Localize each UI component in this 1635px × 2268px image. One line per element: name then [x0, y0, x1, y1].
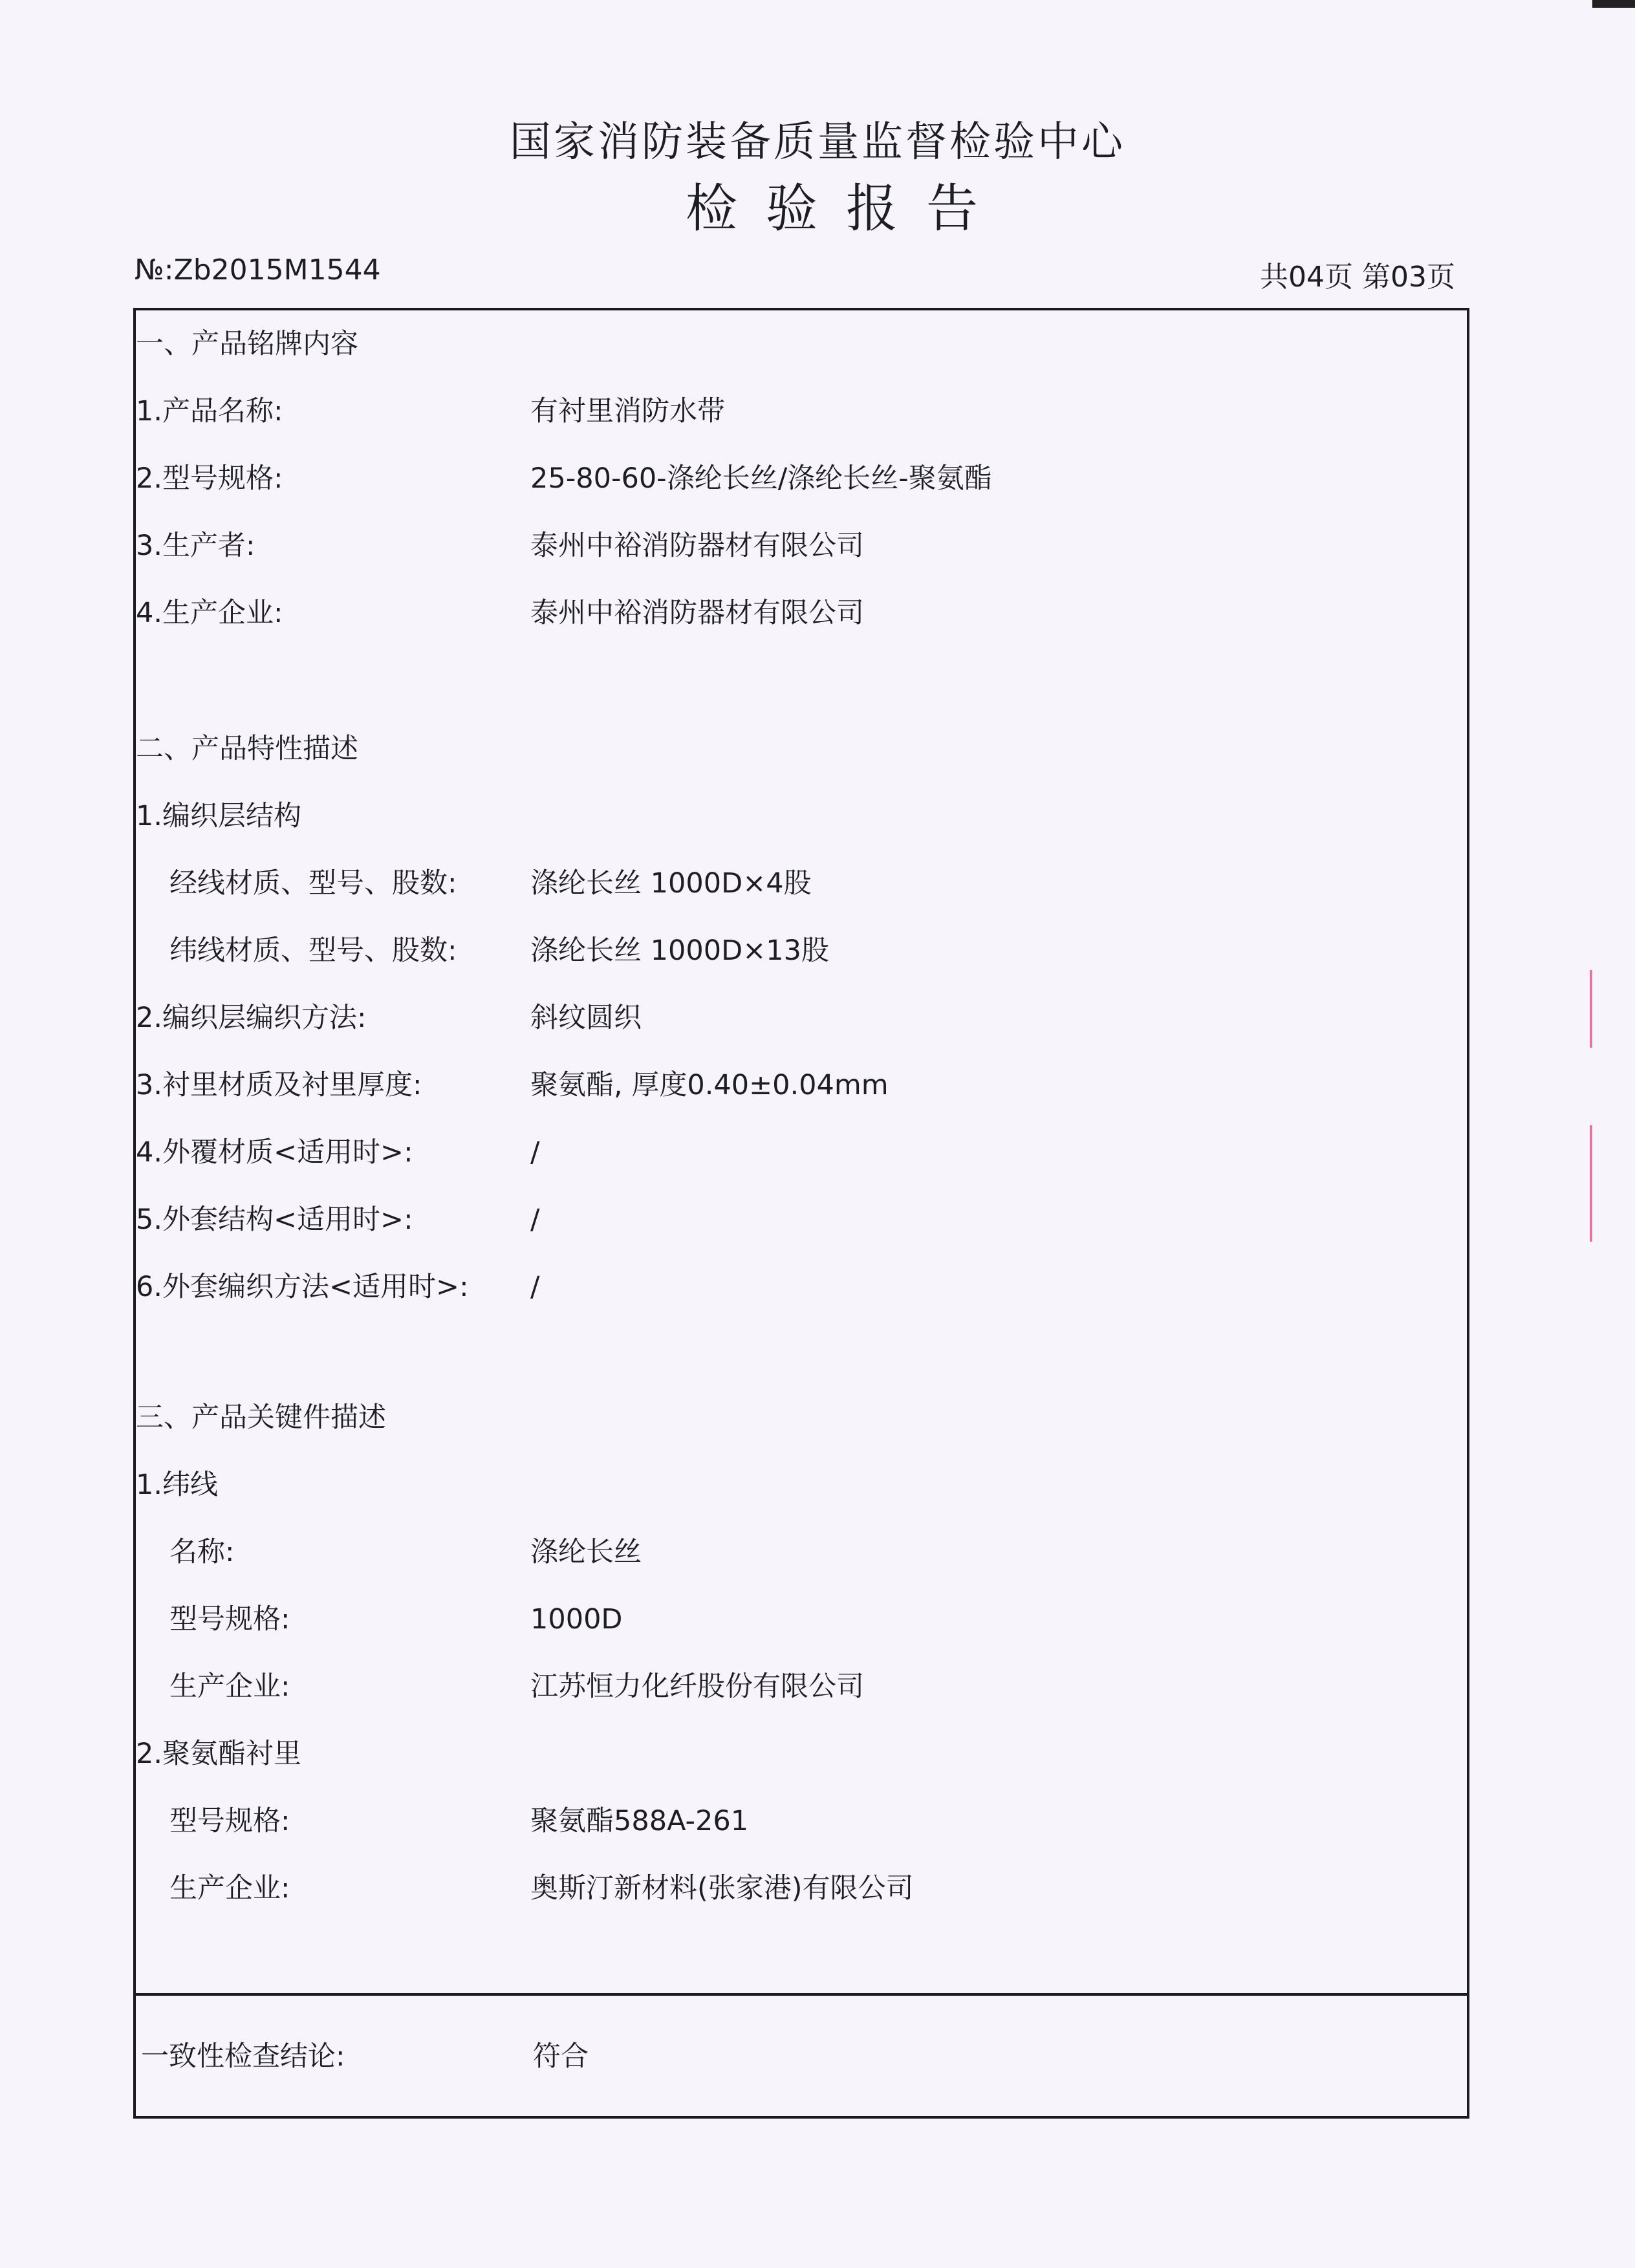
field-label: 型号规格: — [169, 1603, 290, 1636]
field-row — [136, 445, 1467, 512]
page-info: 共04页 第03页 — [1260, 261, 1455, 294]
field-value: 25-80-60-涤纶长丝/涤纶长丝-聚氨酯 — [530, 462, 992, 495]
field-label: 2.聚氨酯衬里 — [136, 1738, 302, 1770]
field-label: 2.编织层编织方法: — [136, 1002, 367, 1034]
field-value: 涤纶长丝 1000D×13股 — [530, 934, 829, 967]
field-row — [136, 579, 1467, 647]
field-value: 奥斯汀新材料(张家港)有限公司 — [530, 1872, 914, 1905]
field-row — [136, 783, 1467, 850]
field-value: 涤纶长丝 — [530, 1536, 642, 1568]
field-label: 生产企业: — [169, 1872, 290, 1905]
field-value: 1000D — [530, 1603, 623, 1636]
conclusion-divider — [136, 1993, 1467, 1996]
field-row — [136, 1518, 1467, 1586]
field-label: 6.外套编织方法<适用时>: — [136, 1271, 469, 1303]
conclusion-row — [136, 2023, 1467, 2090]
field-row — [136, 1186, 1467, 1253]
field-value: 聚氨酯, 厚度0.40±0.04mm — [530, 1069, 889, 1101]
field-value: 泰州中裕消防器材有限公司 — [530, 530, 864, 562]
field-label: 2.型号规格: — [136, 462, 283, 495]
stamp-edge-mark — [1590, 1125, 1592, 1242]
field-row — [136, 1586, 1467, 1653]
field-row — [136, 1451, 1467, 1518]
field-row — [136, 512, 1467, 579]
field-value: 涤纶长丝 1000D×4股 — [530, 867, 812, 900]
field-value: 泰州中裕消防器材有限公司 — [530, 597, 864, 629]
section-title — [136, 310, 1467, 378]
stamp-edge-mark — [1590, 970, 1592, 1048]
field-label: 经线材质、型号、股数: — [169, 867, 457, 900]
field-value: 江苏恒力化纤股份有限公司 — [530, 1670, 864, 1703]
field-value: 有衬里消防水带 — [530, 395, 725, 427]
field-value: / — [530, 1136, 540, 1169]
field-label: 4.生产企业: — [136, 597, 283, 629]
field-value: 聚氨酯588A-261 — [530, 1805, 749, 1837]
field-row — [136, 984, 1467, 1052]
report-frame — [133, 308, 1469, 2119]
field-row — [136, 917, 1467, 984]
field-label: 纬线材质、型号、股数: — [169, 934, 457, 967]
field-row — [136, 1653, 1467, 1720]
field-value: 斜纹圆织 — [530, 1002, 642, 1034]
field-label: 1.纬线 — [136, 1469, 219, 1501]
organization-name: 国家消防装备质量监督检验中心 — [510, 118, 1125, 166]
field-row — [136, 1855, 1467, 1922]
field-value: / — [530, 1271, 540, 1303]
section-title-text: 一、产品铭牌内容 — [136, 328, 358, 360]
field-row — [136, 378, 1467, 445]
field-label: 1.产品名称: — [136, 395, 283, 427]
field-row — [136, 850, 1467, 917]
report-number: №:Zb2015M1544 — [135, 254, 381, 286]
section-title — [136, 715, 1467, 783]
field-label: 3.衬里材质及衬里厚度: — [136, 1069, 422, 1101]
section-title-text: 三、产品关键件描述 — [136, 1401, 386, 1434]
report-title: 检验报告 — [686, 178, 1006, 239]
conclusion-value: 符合 — [533, 2040, 589, 2073]
field-row — [136, 1052, 1467, 1119]
field-row — [136, 1119, 1467, 1186]
section-title-text: 二、产品特性描述 — [136, 733, 358, 765]
section-title — [136, 1384, 1467, 1451]
field-label: 5.外套结构<适用时>: — [136, 1204, 413, 1236]
field-label: 名称: — [169, 1536, 235, 1568]
field-row — [136, 1787, 1467, 1855]
scan-edge-mark — [1592, 0, 1635, 8]
field-label: 1.编织层结构 — [136, 800, 302, 832]
conclusion-label: 一致性检查结论: — [141, 2040, 345, 2073]
field-row — [136, 1720, 1467, 1787]
field-row — [136, 1253, 1467, 1321]
field-label: 3.生产者: — [136, 530, 255, 562]
field-value: / — [530, 1204, 540, 1236]
field-label: 生产企业: — [169, 1670, 290, 1703]
field-label: 4.外覆材质<适用时>: — [136, 1136, 413, 1169]
field-label: 型号规格: — [169, 1805, 290, 1837]
